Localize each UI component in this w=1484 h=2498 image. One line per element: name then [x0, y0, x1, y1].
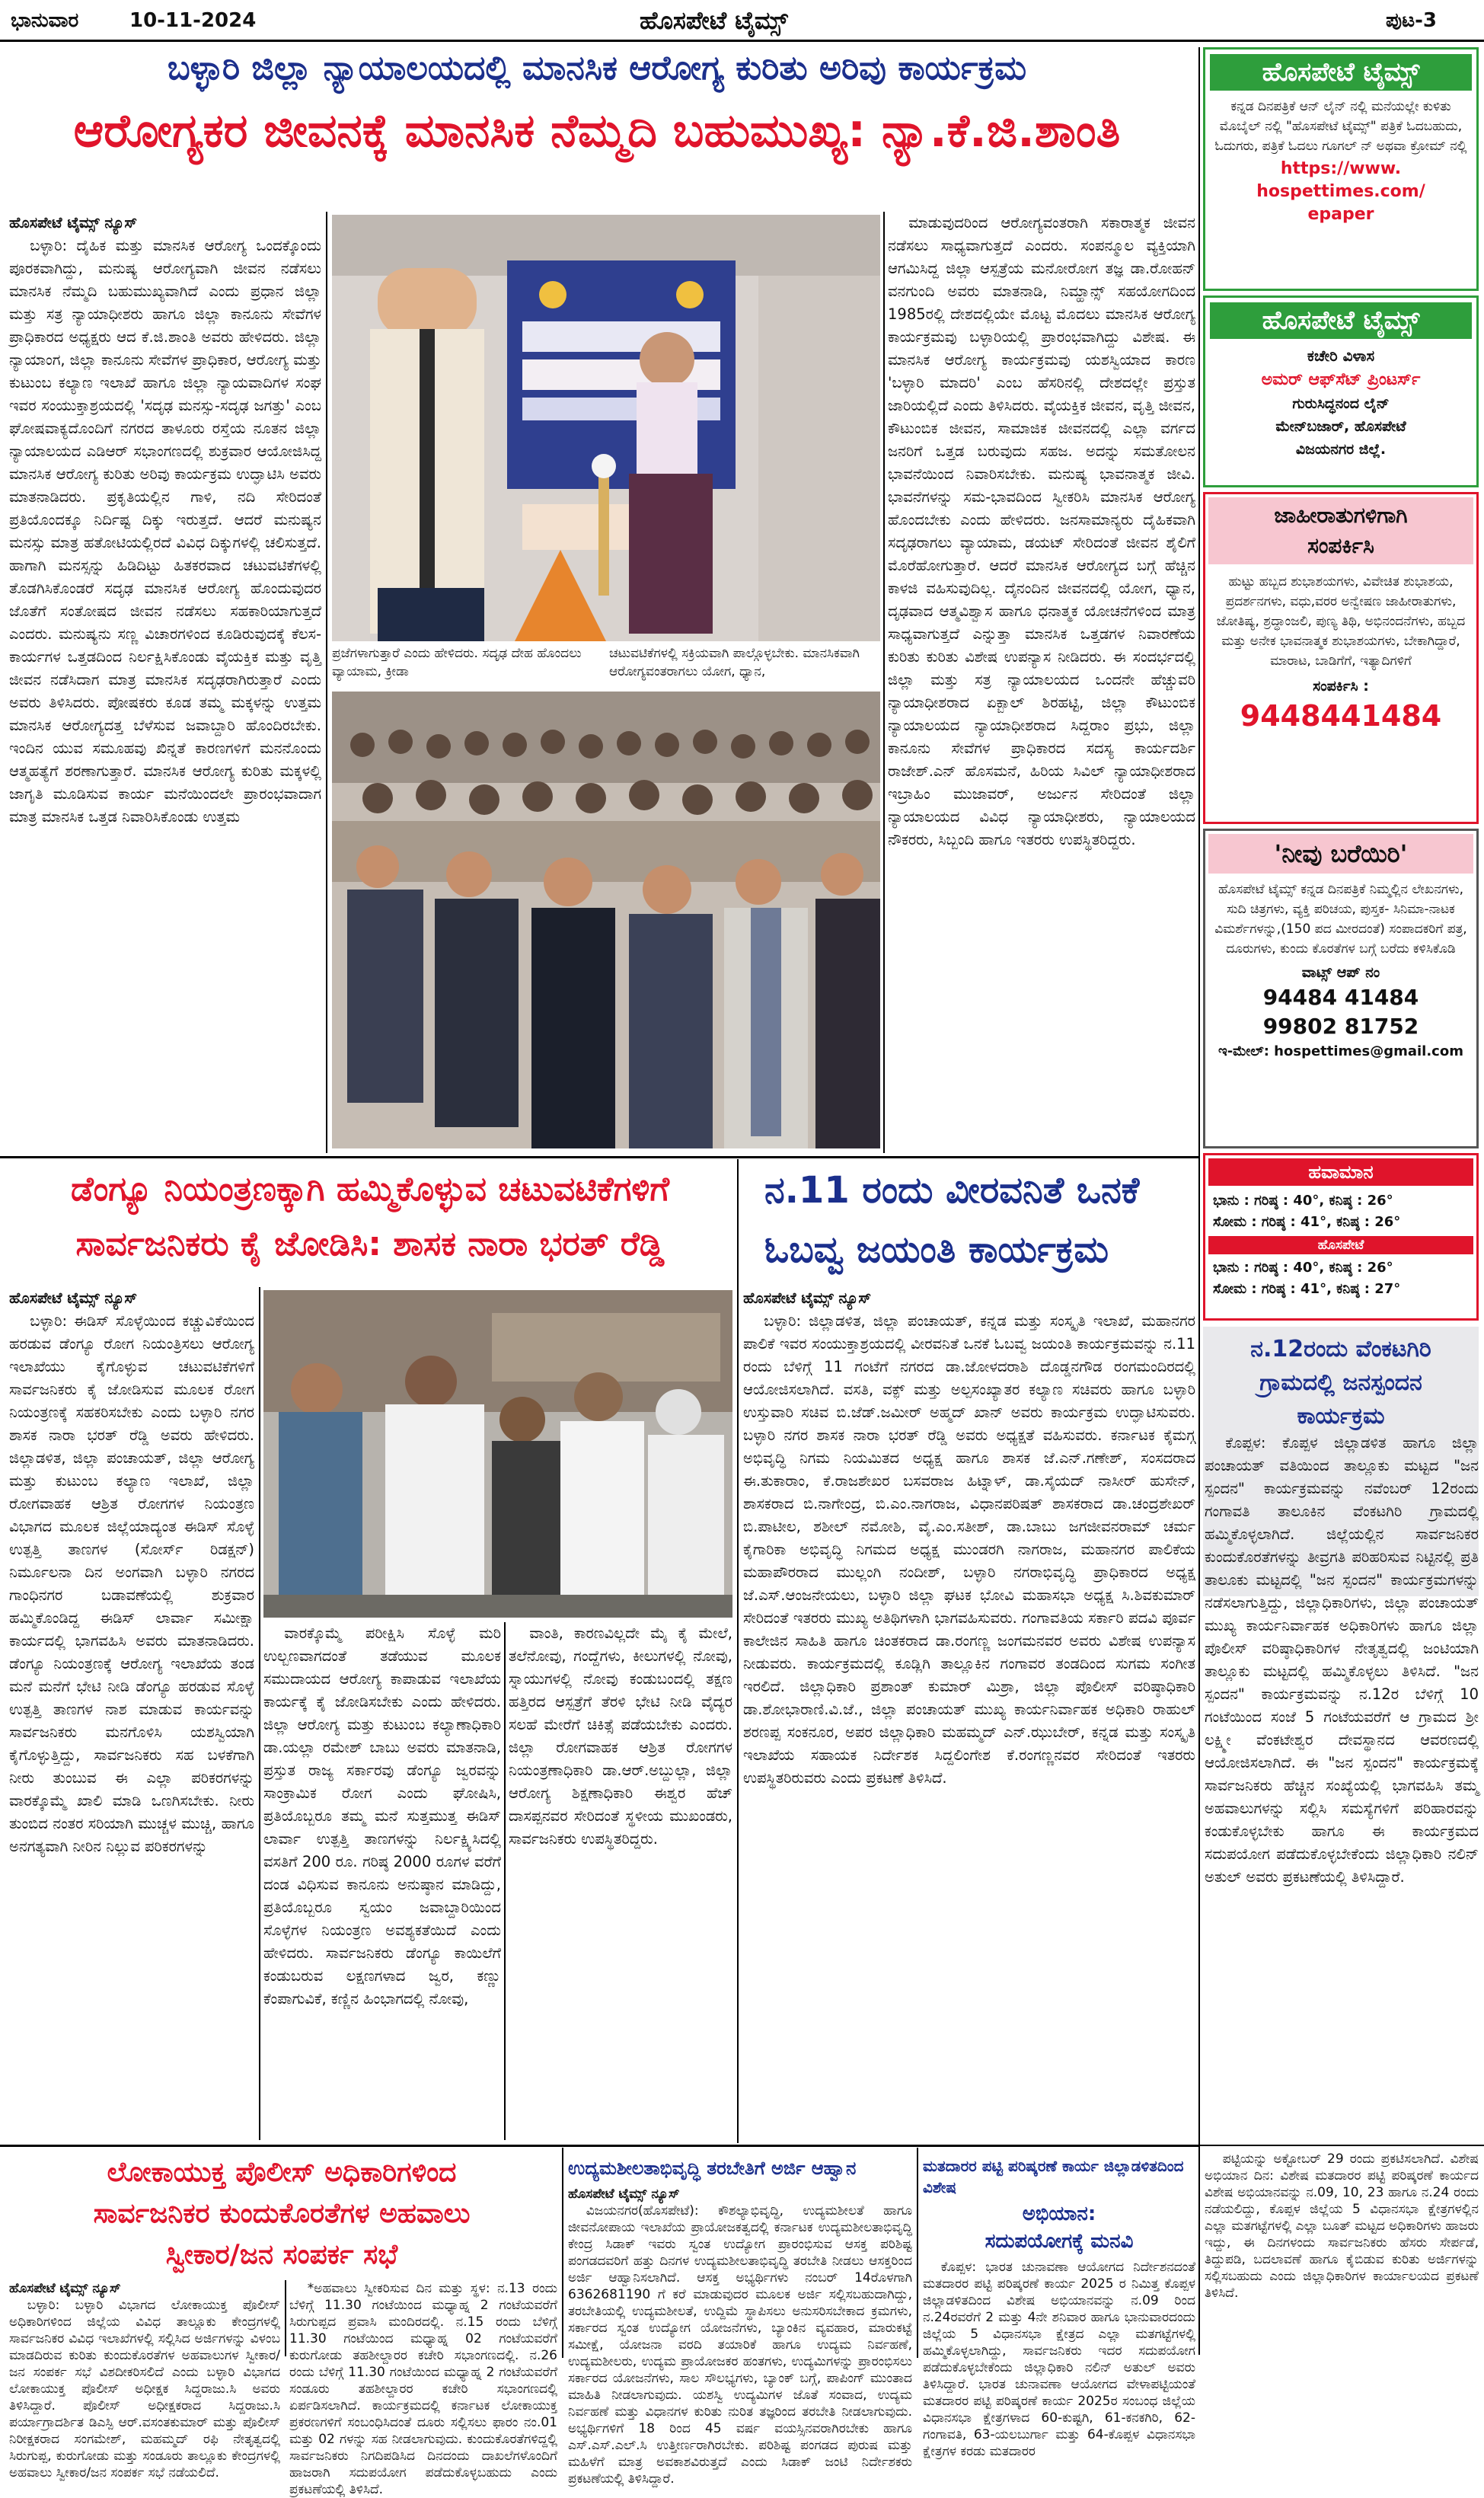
onake-headline-line-2: ಓಬವ್ವ ಜಯಂತಿ ಕಾರ್ಯಕ್ರಮ	[764, 1228, 1109, 1271]
lokayukta-column-1	[9, 2280, 280, 2480]
sidebar-advertise-contact-label: ಸಂಪರ್ಕಿಸಿ :	[1313, 678, 1369, 695]
sidebar-url-line-2[interactable]: hospettimes.com/	[1256, 182, 1425, 201]
sidebar-whatsapp-label: ವಾಟ್ಸ್ ಆಪ್ ನಂ	[1301, 964, 1380, 981]
sidebar-write-to-us-text: ಹೊಸಪೇಟೆ ಟೈಮ್ಸ್ ಕನ್ನಡ ದಿನಪತ್ರಿಕೆ ನಿಮ್ಮಲ್ಲಿನ ಲೇಖನಗಳು, ಸುದಿ ಚಿತ್ರಗಳು, ವ್ಯಕ್ತಿ ಪರಿಚಯ, ಪುಸ್ತಕ- ಸಿನಿಮಾ-ನಾಟಕ ವಿಮರ್ಶೆಗಳನ್ನು,(150 ಪದ ಮೀರದಂತೆ) ಸಂಪಾದಕರಿಗೆ ಪತ್ರ, ದೂರುಗಳು, ಕುಂದು ಕೊರತೆಗಳ ಬಗ್ಗೆ ಬರೆದು ಕಳಿಸಿಕೊಡಿ	[1214, 882, 1467, 957]
lead-caption-2: ಚಟುವಟಿಕೆಗಳಲ್ಲಿ ಸಕ್ರಿಯವಾಗಿ ಪಾಲ್ಗೊಳ್ಳಬೇಕು. ಮಾನಸಿಕವಾಗಿ ಆರೋಗ್ಯವಂತರಾಗಲು ಯೋಗ, ಧ್ಯಾನ,	[609, 646, 860, 679]
lokayukta-body-1: ಬಳ್ಳಾರಿ: ಬಳ್ಳಾರಿ ವಿಭಾಗದ ಲೋಕಾಯುಕ್ತ ಪೊಲೀಸ್ ಅಧಿಕಾರಿಗಳಿಂದ ಜಿಲ್ಲೆಯ ವಿವಿಧ ತಾಲ್ಲೂಕು ಕೇಂದ್ರಗಳಲ್ಲಿ ಸಾರ್ವಜನಿಕರ ವಿವಿಧ ಇಲಾಖೆಗಳಲ್ಲಿ ಸಲ್ಲಿಸಿದ ಅರ್ಜಿಗಳನ್ನು ವಿಳಂಬ ಮಾಡದಿರುವ ಕುರಿತು ಕುಂದುಕೊರತೆಗಳ ಅಹವಾಲುಗಳ ಸ್ವೀಕಾರ/ಜನ ಸಂಪರ್ಕ ಸಭೆ ವಿಶದೀಕರಿಸಲಿದೆ ಎಂದು ಬಳ್ಳಾರಿ ವಿಭಾಗದ ಲೋಕಾಯುಕ್ತ ಪೊಲೀಸ್ ಅಧೀಕ್ಷಕ ಸಿದ್ದರಾಜು.ಸಿ ಅವರು ತಿಳಿಸಿದ್ದಾರೆ. ಪೊಲೀಸ್ ಅಧೀಕ್ಷಕರಾದ ಸಿದ್ದರಾಜು.ಸಿ ಪರ್ಯಾಗ್ರಾದರ್ಶಿತ ಡಿಎಸ್ಪಿ ಆರ್.ವಸಂತಕುಮಾರ್ ಮತ್ತು ಪೊಲೀಸ್ ನಿರೀಕ್ಷಕರಾದ ಸಂಗಮೇಶ್, ಮಹಮ್ಮದ್ ರಫಿ ನೇತೃತ್ವದಲ್ಲಿ ಸಿರುಗುಪ್ಪ, ಕುರುಗೋಡು ಮತ್ತು ಸಂಡೂರು ತಾಲ್ಲೂಕು ಕೇಂದ್ರಗಳಲ್ಲಿ ಅಹವಾಲು ಸ್ವೀಕಾರ/ಜನ ಸಂಪರ್ಕ ಸಭೆ ನಡೆಯಲಿದೆ.	[9, 2298, 280, 2480]
udyama-byline: ಹೊಸಪೇಟೆ ಟೈಮ್ಸ್ ನ್ಯೂಸ್	[568, 2187, 680, 2202]
sidebar-office-title: ಹೊಸಪೇಟೆ ಟೈಮ್ಸ್	[1210, 302, 1472, 339]
voter-column-1	[923, 2259, 1195, 2459]
sidebar-advertise-title-1: ಜಾಹೀರಾತುಗಳಿಗಾಗಿ	[1274, 503, 1408, 528]
udyama-body-column	[568, 2186, 912, 2487]
lokayukta-body-2: *ಅಹವಾಲು ಸ್ವೀಕರಿಸುವ ದಿನ ಮತ್ತು ಸ್ಥಳ: ನ.13 ರಂದು ಬೆಳಿಗ್ಗೆ 11.30 ಗಂಟೆಯಿಂದ ಮಧ್ಯಾಹ್ನ 2 ಗಂಟೆಯವರೆಗೆ ಸಿರುಗುಪ್ಪದ ಪ್ರವಾಸಿ ಮಂದಿರದಲ್ಲಿ. ನ.15 ರಂದು ಬೆಳಿಗ್ಗೆ 11.30 ಗಂಟೆಯಿಂದ ಮಧ್ಯಾಹ್ನ 02 ಗಂಟೆಯವರೆಗೆ ಕುರುಗೋಡು ತಹಶೀಲ್ದಾರರ ಕಚೇರಿ ಸಭಾಂಗಣದಲ್ಲಿ. ನ.26 ರಂದು ಬೆಳಿಗ್ಗೆ 11.30 ಗಂಟೆಯಿಂದ ಮಧ್ಯಾಹ್ನ 2 ಗಂಟೆಯವರೆಗೆ ಸಂಡೂರು ತಹಶೀಲ್ದಾರರ ಕಚೇರಿ ಸಭಾಂಗಣದಲ್ಲಿ ಏರ್ಪಡಿಸಲಾಗಿದೆ. ಕಾರ್ಯಕ್ರಮದಲ್ಲಿ ಕರ್ನಾಟಕ ಲೋಕಾಯುಕ್ತ ಪ್ರಕರಣಗಳಿಗೆ ಸಂಬಂಧಿಸಿದಂತೆ ದೂರು ಸಲ್ಲಿಸಲು ಫಾರಂ ನಂ.01 ಮತ್ತು 02 ಗಳನ್ನು ಸಹ ನೀಡಲಾಗುವುದು. ಕುಂದುಕೊರತೆಗಳಿದ್ದಲ್ಲಿ ಸಾರ್ವಜನಿಕರು ನಿಗದಿಪಡಿಸಿದ ದಿನದಂದು ದಾಖಲೆಗಳೊಂದಿಗೆ ಹಾಜರಾಗಿ ಸದುಪಯೋಗ ಪಡೆದುಕೊಳ್ಳಬಹುದು ಎಂದು ಪ್ರಕಟಣೆಯಲ್ಲಿ ತಿಳಿಸಿದೆ.	[289, 2281, 557, 2497]
lead-photo-audience	[332, 692, 880, 1148]
dengue-photo-image	[263, 1290, 732, 1618]
sidebar-online-edition-text: ಕನ್ನಡ ದಿನಪತ್ರಿಕೆ ಆನ್ ಲೈನ್ ನಲ್ಲಿ ಮನೆಯಲ್ಲೇ ಕುಳಿತು ಮೊಬೈಲ್ ನಲ್ಲಿ "ಹೊಸಪೇಟೆ ಟೈಮ್ಸ್" ಪತ್ರಿಕೆ ಓದಬಹುದು, ಓದುಗರು, ಪತ್ರಿಕೆ ಓದಲು ಗೂಗಲ್ ನ್ ಅಥವಾ ಕ್ರೋಮ್ ನಲ್ಲಿ	[1214, 99, 1467, 154]
lead-byline: ಹೊಸಪೇಟೆ ಟೈಮ್ಸ್ ನ್ಯೂಸ್	[9, 214, 138, 232]
weather-values: ಗರಿಷ್ಠ : 41°, ಕನಿಷ್ಠ : 27°	[1261, 1281, 1401, 1297]
dengue-column-1	[9, 1287, 254, 2140]
jana-spandana-headline-2: ಗ್ರಾಮದಲ್ಲಿ ಜನಸ್ಪಂದನ	[1259, 1369, 1422, 1396]
lokayukta-column-2	[289, 2280, 557, 2497]
lead-column-1	[9, 212, 321, 1153]
dengue-byline: ಹೊಸಪೇಟೆ ಟೈಮ್ಸ್ ನ್ಯೂಸ್	[9, 1289, 138, 1307]
voter-kicker: ಮತದಾರರ ಪಟ್ಟಿ ಪರಿಷ್ಕರಣೆ ಕಾರ್ಯ ಜಿಲ್ಲಾಡಳಿತದಿಂದ ವಿಶೇಷ	[923, 2157, 1184, 2196]
jana-spandana-body: ಕೊಪ್ಪಳ: ಕೊಪ್ಪಳ ಜಿಲ್ಲಾಡಳಿತ ಹಾಗೂ ಜಿಲ್ಲಾ ಪಂಚಾಯತ್ ವತಿಯಿಂದ ತಾಲ್ಲೂಕು ಮಟ್ಟದ "ಜನ ಸ್ಪಂದನ" ಕಾರ್ಯಕ್ರಮವನ್ನು ನವೆಂಬರ್ 12ರಂದು ಗಂಗಾವತಿ ತಾಲೂಕಿನ ವೆಂಕಟಗಿರಿ ಗ್ರಾಮದಲ್ಲಿ ಹಮ್ಮಿಕೊಳ್ಳಲಾಗಿದೆ. ಜಿಲ್ಲೆಯಲ್ಲಿನ ಸಾರ್ವಜನಿಕರ ಕುಂದುಕೊರತೆಗಳನ್ನು ತೀವ್ರಗತಿ ಪರಿಹರಿಸುವ ನಿಟ್ಟಿನಲ್ಲಿ ಪ್ರತಿ ತಾಲೂಕು ಮಟ್ಟದಲ್ಲಿ "ಜನ ಸ್ಪಂದನ" ಕಾರ್ಯಕ್ರಮಗಳನ್ನು ನಡೆಸಲಾಗುತ್ತಿದ್ದು, ಜಿಲ್ಲಾಧಿಕಾರಿಗಳು, ಜಿಲ್ಲಾ ಪಂಚಾಯತ್ ಮುಖ್ಯ ಕಾರ್ಯನಿರ್ವಾಹಕ ಅಧಿಕಾರಿಗಳು ಹಾಗೂ ಜಿಲ್ಲಾ ಪೊಲೀಸ್ ವರಿಷ್ಠಾಧಿಕಾರಿಗಳ ನೇತೃತ್ವದಲ್ಲಿ ಜಂಟಿಯಾಗಿ ತಾಲ್ಲೂಕು ಮಟ್ಟದಲ್ಲಿ ಹಮ್ಮಿಕೊಳ್ಳಲು ತಿಳಿಸಿದೆ. "ಜನ ಸ್ಪಂದನ" ಕಾರ್ಯಕ್ರಮವನ್ನು ನ.12ರ ಬೆಳಿಗ್ಗೆ 10 ಗಂಟೆಯಿಂದ ಸಂಜೆ 5 ಗಂಟೆಯವರೆಗೆ ಆ ಗ್ರಾಮದ ಶ್ರೀ ಲಕ್ಷ್ಮೀ ವೆಂಕಟೇಶ್ವರ ದೇವಸ್ಥಾನದ ಆವರಣದಲ್ಲಿ ಆಯೋಜಿಸಲಾಗಿದೆ. ಈ "ಜನ ಸ್ಪಂದನ" ಕಾರ್ಯಕ್ರಮಕ್ಕೆ ಸಾರ್ವಜನಿಕರು ಹೆಚ್ಚಿನ ಸಂಖ್ಯೆಯಲ್ಲಿ ಭಾಗವಹಿಸಿ ತಮ್ಮ ಅಹವಾಲುಗಳನ್ನು ಸಲ್ಲಿಸಿ ಸಮಸ್ಯೆಗಳಿಗೆ ಪರಿಹಾರವನ್ನು ಕಂಡುಕೊಳ್ಳಬೇಕು ಹಾಗೂ ಈ ಕಾರ್ಯಕ್ರಮದ ಸದುಪಯೋಗ ಪಡೆದುಕೊಳ್ಳಬೇಕೆಂದು ಜಿಲ್ಲಾಧಿಕಾರಿ ನಲಿನ್ ಅತುಲ್ ಅವರು ಪ್ರಕಟಣೆಯಲ್ಲಿ ತಿಳಿಸಿದ್ದಾರೆ.	[1205, 1434, 1479, 1886]
lokayukta-headline-line-2: ಸಾರ್ವಜನಿಕರ ಕುಂದುಕೊರತೆಗಳ ಅಹವಾಲು	[93, 2198, 471, 2229]
dengue-body-1: ಬಳ್ಳಾರಿ: ಈಡಿಸ್ ಸೊಳ್ಳೆಯಿಂದ ಕಚ್ಚುವಿಕೆಯಿಂದ ಹರಡುವ ಡೆಂಗ್ಯೂ ರೋಗ ನಿಯಂತ್ರಿಸಲು ಆರೋಗ್ಯ ಇಲಾಖೆಯು ಕೈಗೊಳ್ಳುವ ಚಟುವಟಿಕೆಗಳಿಗೆ ಸಾರ್ವಜನಿಕರು ಕೈ ಜೋಡಿಸುವ ಮೂಲಕ ರೋಗ ನಿಯಂತ್ರಣಕ್ಕೆ ಸಹಕರಿಸಬೇಕು ಎಂದು ಬಳ್ಳಾರಿ ನಗರ ಶಾಸಕ ನಾರಾ ಭರತ್ ರೆಡ್ಡಿ ಅವರು ಹೇಳಿದರು. ಜಿಲ್ಲಾಡಳಿತ, ಜಿಲ್ಲಾ ಪಂಚಾಯತ್, ಜಿಲ್ಲಾ ಆರೋಗ್ಯ ಮತ್ತು ಕುಟುಂಬ ಕಲ್ಯಾಣ ಇಲಾಖೆ, ಜಿಲ್ಲಾ ರೋಗವಾಹಕ ಆಶ್ರಿತ ರೋಗಗಳ ನಿಯಂತ್ರಣ ವಿಭಾಗದ ಮೂಲಕ ಜಿಲ್ಲೆಯಾದ್ಯಂತ ಈಡಿಸ್ ಸೊಳ್ಳೆ ಉತ್ಪತ್ತಿ ತಾಣಗಳ (ಸೋರ್ಸ್ ರಿಡಕ್ಷನ್) ನಿರ್ಮೂಲನಾ ದಿನ ಅಂಗವಾಗಿ ಬಳ್ಳಾರಿ ನಗರದ ಗಾಂಧಿನಗರ ಬಡಾವಣೆಯಲ್ಲಿ ಶುಕ್ರವಾರ ಹಮ್ಮಿಕೊಂಡಿದ್ದ ಈಡಿಸ್ ಲಾರ್ವಾ ಸಮೀಕ್ಷಾ ಕಾರ್ಯದಲ್ಲಿ ಭಾಗವಹಿಸಿ ಅವರು ಮಾತನಾಡಿದರು. ಡೆಂಗ್ಯೂ ನಿಯಂತ್ರಣಕ್ಕೆ ಆರೋಗ್ಯ ಇಲಾಖೆಯ ತಂಡ ಮನೆ ಮನೆಗೆ ಭೇಟಿ ನೀಡಿ ಡೆಂಗ್ಯೂ ಹರಡುವ ಸೊಳ್ಳೆ ಉತ್ಪತ್ತಿ ತಾಣಗಳ ನಾಶ ಮಾಡುವ ಕಾರ್ಯವನ್ನು ಸಾರ್ವಜನಿಕರು ಮನಗೊಳಿಸಿ ಯಶಸ್ವಿಯಾಗಿ ಕೈಗೊಳ್ಳುತ್ತಿದ್ದು, ಸಾರ್ವಜನಿಕರು ಸಹ ಬಳಕೆಗಾಗಿ ನೀರು ತುಂಬುವ ಈ ಎಲ್ಲಾ ಪರಿಕರಗಳನ್ನು ವಾರಕ್ಕೊಮ್ಮೆ ಖಾಲಿ ಮಾಡಿ ಒಣಗಿಸಬೇಕು. ನೀರು ತುಂಬಿದ ನಂತರ ಸರಿಯಾಗಿ ಮುಚ್ಚಳ ಮುಚ್ಚಿ, ಹಾಗೂ ಅನಗತ್ಯವಾಗಿ ನೀರಿನ ನಿಲ್ಲುವ ಪರಿಕರಗಳನ್ನು	[9, 1312, 254, 1855]
sidebar-office-line-3: ಗುರುಸಿದ್ಧನಂದ ಲೈನ್	[1292, 395, 1390, 412]
lokayukta-byline: ಹೊಸಪೇಟೆ ಟೈಮ್ಸ್ ನ್ಯೂಸ್	[9, 2281, 121, 2296]
weather-values: ಗರಿಷ್ಠ : 41°, ಕನಿಷ್ಠ : 26°	[1261, 1214, 1401, 1230]
masthead-paper-name: ಹೊಸಪೇಟೆ ಟೈಮ್ಸ್	[640, 6, 788, 35]
voter-column-2	[1205, 2151, 1479, 2356]
weather-rows-2	[1205, 1256, 1476, 1302]
onake-body: ಬಳ್ಳಾರಿ: ಜಿಲ್ಲಾಡಳಿತ, ಜಿಲ್ಲಾ ಪಂಚಾಯತ್, ಕನ್ನಡ ಮತ್ತು ಸಂಸ್ಕೃತಿ ಇಲಾಖೆ, ಮಹಾನಗರ ಪಾಲಿಕೆ ಇವರ ಸಂಯುಕ್ತಾಶ್ರಯದಲ್ಲಿ ವೀರವನಿತೆ ಒನಕೆ ಓಬವ್ವ ಜಯಂತಿ ಕಾರ್ಯಕ್ರಮವನ್ನು ನ.11 ರಂದು ಬೆಳಿಗ್ಗೆ 11 ಗಂಟೆಗೆ ನಗರದ ಡಾ.ಜೋಳದರಾಶಿ ದೊಡ್ಡನಗೌಡ ರಂಗಮಂದಿರದಲ್ಲಿ ಆಯೋಜಿಸಲಾಗಿದೆ. ವಸತಿ, ವಕ್ಫ್ ಮತ್ತು ಅಲ್ಪಸಂಖ್ಯಾತರ ಕಲ್ಯಾಣ ಸಚಿವರು ಹಾಗೂ ಬಳ್ಳಾರಿ ಉಸ್ತುವಾರಿ ಸಚಿವ ಬಿ.ಜೆಡ್.ಜಮೀರ್ ಅಹ್ಮದ್ ಖಾನ್ ಅವರು ಕಾರ್ಯಕ್ರಮ ಉದ್ಘಾಟಿಸುವರು. ಬಳ್ಳಾರಿ ನಗರ ಶಾಸಕ ನಾರಾ ಭರತ್ ರೆಡ್ಡಿ ಅವರು ಅಧ್ಯಕ್ಷತೆ ವಹಿಸುವರು. ಕರ್ನಾಟಕ ಕೈಮಗ್ಗ ಅಭಿವೃದ್ಧಿ ನಿಗಮ ನಿಯಮಿತದ ಅಧ್ಯಕ್ಷ ಹಾಗೂ ಶಾಸಕ ಜೆ.ಎನ್.ಗಣೇಶ್, ಸಂಸದರಾದ ಈ.ತುಕಾರಾಂ, ಕೆ.ರಾಜಶೇಖರ ಬಸವರಾಜ ಹಿಟ್ನಾಳ್, ಡಾ.ಸೈಯದ್ ನಾಸೀರ್ ಹುಸೇನ್, ಶಾಸಕರಾದ ಬಿ.ನಾಗೇಂದ್ರ, ಬಿ.ಎಂ.ನಾಗರಾಜ, ವಿಧಾನಪರಿಷತ್ ಶಾಸಕರಾದ ಡಾ.ಚಂದ್ರಶೇಖರ್ ಬಿ.ಪಾಟೀಲ, ಶಶೀಲ್ ನಮೋಶಿ, ವೈ.ಎಂ.ಸತೀಶ್, ಡಾ.ಬಾಬು ಜಗಜೀವನರಾಮ್ ಚರ್ಮ ಕೈಗಾರಿಕಾ ಅಭಿವೃದ್ಧಿ ನಿಗಮದ ಅಧ್ಯಕ್ಷ ಮುಂಡರಗಿ ನಾಗರಾಜ, ಮಹಾನಗರ ಪಾಲಿಕೆಯ ಮಹಾಪೌರರಾದ ಮುಲ್ಲಂಗಿ ನಂದೀಶ್, ಬಳ್ಳಾರಿ ನಗರಾಭಿವೃದ್ಧಿ ಪ್ರಾಧಿಕಾರದ ಅಧ್ಯಕ್ಷ ಜೆ.ಎಸ್.ಆಂಜನೇಯಲು, ಬಳ್ಳಾರಿ ಜಿಲ್ಲಾ ಘಟಕ ಭೋವಿ ಮಹಾಸಭಾ ಅಧ್ಯಕ್ಷ ಸಿ.ಶಿವಕುಮಾರ್ ಸೇರಿದಂತೆ ಇತರರು ಮುಖ್ಯ ಅತಿಥಿಗಳಾಗಿ ಭಾಗವಹಿಸುವರು. ಗಂಗಾವತಿಯ ಸರ್ಕಾರಿ ಪದವಿ ಪೂರ್ವ ಕಾಲೇಜಿನ ಸಾಹಿತಿ ಹಾಗೂ ಚಿಂತಕರಾದ ಡಾ.ರಂಗಣ್ಣ ಜಂಗಮನವರ ಅವರು ವಿಶೇಷ ಉಪನ್ಯಾಸ ನೀಡುವರು. ಕಾರ್ಯಕ್ರಮದಲ್ಲಿ ಕೂಡ್ಲಿಗಿ ತಾಲ್ಲೂಕಿನ ಗಂಗಾವರ ತಂಡದಿಂದ ಸುಗಮ ಸಂಗೀತ ಇರಲಿದೆ. ಜಿಲ್ಲಾಧಿಕಾರಿ ಪ್ರಶಾಂತ್ ಕುಮಾರ್ ಮಿಶ್ರಾ, ಜಿಲ್ಲಾ ಪೊಲೀಸ್ ವರಿಷ್ಠಾಧಿಕಾರಿ ಡಾ.ಶೋಭಾರಾಣಿ.ವಿ.ಜೆ., ಜಿಲ್ಲಾ ಪಂಚಾಯತ್ ಮುಖ್ಯ ಕಾರ್ಯನಿರ್ವಾಹಕ ಅಧಿಕಾರಿ ರಾಹುಲ್ ಶರಣಪ್ಪ ಸಂಕನೂರ, ಅಪರ ಜಿಲ್ಲಾಧಿಕಾರಿ ಮಹಮ್ಮದ್ ಎನ್.ಝುಬೇರ್, ಕನ್ನಡ ಮತ್ತು ಸಂಸ್ಕೃತಿ ಇಲಾಖೆಯ ಸಹಾಯಕ ನಿರ್ದೇಶಕ ಸಿದ್ದಲಿಂಗೇಶ ಕೆ.ರಂಗಣ್ಣನವರ ಸೇರಿದಂತೆ ಇತರರು ಉಪಸ್ಥಿತರಿರುವರು ಎಂದು ಪ್ರಕಟಣೆ ತಿಳಿಸಿದೆ.	[743, 1312, 1195, 1787]
dengue-body-3: ವಾಂತಿ, ಕಾರಣವಿಲ್ಲದೇ ಮೈ ಕೈ ಮೇಲೆ, ತಲೆನೋವು, ಗಂದ್ದೆಗಳು, ಕೀಲುಗಳಲ್ಲಿ ನೋವು, ಸ್ನಾಯುಗಳಲ್ಲಿ ನೋವು ಕಂಡುಬಂದಲ್ಲಿ ತಕ್ಷಣ ಹತ್ತಿರದ ಆಸ್ಪತ್ರೆಗೆ ತೆರಳಿ ಭೇಟಿ ನೀಡಿ ವೈದ್ಯರ ಸಲಹೆ ಮೇರೆಗೆ ಚಿಕಿತ್ಸೆ ಪಡೆಯಬೇಕು ಎಂದರು. ಜಿಲ್ಲಾ ರೋಗವಾಹಕ ಆಶ್ರಿತ ರೋಗಗಳ ನಿಯಂತ್ರಣಾಧಿಕಾರಿ ಡಾ.ಆರ್.ಅಬ್ದುಲ್ಲಾ, ಜಿಲ್ಲಾ ಆರೋಗ್ಯ ಶಿಕ್ಷಣಾಧಿಕಾರಿ ಈಶ್ವರ ಹೆಚ್ ದಾಸಪ್ಪನವರ ಸೇರಿದಂತೆ ಸ್ಥಳೀಯ ಮುಖಂಡರು, ಸಾರ್ವಜನಿಕರು ಉಪಸ್ಥಿತರಿದ್ದರು.	[509, 1624, 732, 1848]
onake-body-column	[743, 1287, 1195, 2140]
lead-headline: ಆರೋಗ್ಯಕರ ಜೀವನಕ್ಕೆ ಮಾನಸಿಕ ನೆಮ್ಮದಿ ಬಹುಮುಖ್ಯ: ನ್ಯಾ.ಕೆ.ಜಿ.ಶಾಂತಿ	[73, 104, 1121, 158]
weather-values: ಗರಿಷ್ಠ : 40°, ಕನಿಷ್ಠ : 26°	[1254, 1260, 1393, 1276]
lead-photo-audience-image	[332, 692, 880, 1148]
weather-values: ಗರಿಷ್ಠ : 40°, ಕನಿಷ್ಠ : 26°	[1254, 1193, 1393, 1209]
sidebar-write-to-us-box	[1203, 829, 1479, 1148]
sidebar-url-line-3[interactable]: epaper	[1307, 205, 1374, 224]
lead-photo-inauguration	[332, 215, 880, 641]
masthead-day: ಭಾನುವಾರ	[11, 9, 79, 32]
lokayukta-headline-line-1: ಲೋಕಾಯುಕ್ತ ಪೊಲೀಸ್ ಅಧಿಕಾರಿಗಳಿಂದ	[107, 2157, 457, 2188]
lead-body-3: ಮಾಡುವುದರಿಂದ ಆರೋಗ್ಯವಂತರಾಗಿ ಸಕಾರಾತ್ಮಕ ಜೀವನ ನಡೆಸಲು ಸಾಧ್ಯವಾಗುತ್ತದೆ ಎಂದರು. ಸಂಪನ್ಮೂಲ ವ್ಯಕ್ತಿಯಾಗಿ ಆಗಮಿಸಿದ್ದ ಜಿಲ್ಲಾ ಆಸ್ಪತ್ರೆಯ ಮನೋರೋಗ ತಜ್ಞ ಡಾ.ರೋಹನ್ ವನಗುಂದಿ ಅವರು ಮಾತನಾಡಿ, ನಿಮ್ಹಾನ್ಸ್ ಸಹಯೋಗದಿಂದ 1985ರಲ್ಲಿ ದೇಶದಲ್ಲಿಯೇ ಮೊಟ್ಟ ಮೊದಲು ಮಾನಸಿಕ ಆರೋಗ್ಯ ಕಾರ್ಯಕ್ರಮವು ಬಳ್ಳಾರಿಯಲ್ಲಿ ಪ್ರಾರಂಭವಾಗಿದ್ದು ವಿಶೇಷ. ಈ ಮಾನಸಿಕ ಆರೋಗ್ಯ ಕಾರ್ಯಕ್ರಮವು ಯಶಸ್ವಿಯಾದ ಕಾರಣ 'ಬಳ್ಳಾರಿ ಮಾದರಿ' ಎಂಬ ಹೆಸರಿನಲ್ಲಿ ದೇಶದಲ್ಲೇ ಪ್ರಸ್ತುತ ಜಾರಿಯಲ್ಲಿದೆ ಎಂದು ತಿಳಿಸಿದರು. ವೈಯಕ್ತಿಕ ಜೀವನ, ವೃತ್ತಿ ಜೀವನ, ಕೌಟುಂಬಿಕ ಜೀವನ, ಸಾಮಾಜಿಕ ಜೀವನದಲ್ಲಿ ಎಲ್ಲಾ ವರ್ಗದ ಜನರಿಗೆ ಒತ್ತಡ ಬರುವುದು ಸಹಜ. ಅದನ್ನು ಸಮತೋಲನ ಭಾವನೆಯಿಂದ ನಿವಾರಿಸಬೇಕು. ಮನುಷ್ಯ ಭಾವನಾತ್ಮಕ ಜೀವಿ. ಭಾವನೆಗಳನ್ನು ಸಮ-ಭಾವದಿಂದ ಸ್ವೀಕರಿಸಿ ಮಾನಸಿಕ ಆರೋಗ್ಯ ಹೊಂದಬೇಕು ಎಂದು ಹೇಳಿದರು. ಜನಸಾಮಾನ್ಯರು ದೈಹಿಕವಾಗಿ ಸದೃಢರಾಗಲು ವ್ಯಾಯಾಮ, ಡಯಟ್ ಸೇರಿದಂತೆ ಜೀವನ ಶೈಲಿಗೆ ಮೊರೆಹೋಗುತ್ತಾರೆ. ಆದರೆ ಮಾನಸಿಕ ಆರೋಗ್ಯದ ಬಗ್ಗೆ ಹೆಚ್ಚಿನ ಕಾಳಜಿ ವಹಿಸುವುದಿಲ್ಲ. ದೈನಂದಿನ ಜೀವನದಲ್ಲಿ ಯೋಗ, ಧ್ಯಾನ, ದೃಢವಾದ ಆತ್ಮವಿಶ್ವಾಸ ಹಾಗೂ ಧನಾತ್ಮಕ ಯೋಚನೆಗಳಿಂದ ಮಾತ್ರ ಸಾಧ್ಯವಾಗುತ್ತದೆ ಎನ್ನುತ್ತಾ ಮಾನಸಿಕ ಒತ್ತಡಗಳ ನಿವಾರಣೆಯ ಕುರಿತು ಕುರಿತು ವಿಶೇಷ ಉಪನ್ಯಾಸ ನೀಡಿದರು. ಈ ಸಂದರ್ಭದಲ್ಲಿ ಜಿಲ್ಲಾ ಮತ್ತು ಸತ್ರ ನ್ಯಾಯಾಲಯದ ಒಂದನೇ ಹೆಚ್ಚುವರಿ ನ್ಯಾಯಾಧೀಶರಾದ ಏಕ್ಬಾಲ್ ಶಿರಹಟ್ಟಿ, ಜಿಲ್ಲಾ ಕೌಟುಂಬಿಕ ನ್ಯಾಯಾಲಯದ ನ್ಯಾಯಾಧೀಶರಾದ ಸಿದ್ದರಾಂ ಪ್ರಭು, ಜಿಲ್ಲಾ ಕಾನೂನು ಸೇವೆಗಳ ಪ್ರಾಧಿಕಾರದ ಸದಸ್ಯ ಕಾರ್ಯದರ್ಶಿ ರಾಜೇಶ್.ಎನ್ ಹೊಸಮನೆ, ಹಿರಿಯ ಸಿವಿಲ್ ನ್ಯಾಯಾಧೀಶರಾದ ಇಬ್ರಾಹಿಂ ಮುಜಾವರ್, ಅರ್ಜುನ ಸೇರಿದಂತೆ ಜಿಲ್ಲಾ ನ್ಯಾಯಾಲಯದ ವಿವಿಧ ನ್ಯಾಯಾಧೀಶರು, ನ್ಯಾಯಾಲಯದ ನೌಕರರು, ಸಿಬ್ಬಂದಿ ಹಾಗೂ ಇತರರು ಉಪಸ್ಥಿತರಿದ್ದರು.	[888, 214, 1195, 848]
voter-headline-line-1: ಅಭಿಯಾನ:	[1022, 2203, 1096, 2225]
lead-caption-1: ಪ್ರಜೆಗಳಾಗುತ್ತಾರೆ ಎಂದು ಹೇಳಿದರು. ಸದೃಢ ದೇಹ ಹೊಂದಲು ವ್ಯಾಯಾಮ, ಕ್ರೀಡಾ	[332, 646, 582, 679]
lokayukta-headline-line-3: ಸ್ವೀಕಾರ/ಜನ ಸಂಪರ್ಕ ಸಭೆ	[165, 2239, 398, 2270]
udyama-body: ವಿಜಯನಗರ(ಹೊಸಪೇಟೆ): ಕೌಶಲ್ಯಾಭಿವೃದ್ಧಿ, ಉದ್ಯಮಶೀಲತೆ ಹಾಗೂ ಜೀವನೋಪಾಯ ಇಲಾಖೆಯ ಪ್ರಾಯೋಜಕತ್ವದಲ್ಲಿ ಕರ್ನಾಟಕ ಉದ್ಯಮಶೀಲತಾಭಿವೃದ್ಧಿ ಕೇಂದ್ರ ಸಿಡಾಕ್ ಇವರು ಸ್ವಂತ ಉದ್ಯೋಗ ಪ್ರಾರಂಭಿಸುವ ಆಸಕ್ತ ಪರಿಶಿಷ್ಟ ಪಂಗಡದವರಿಗೆ ಹತ್ತು ದಿನಗಳ ಉದ್ಯಮಶೀಲತಾಭಿವೃದ್ಧಿ ತರಬೇತಿ ನೀಡಲು ಆಸಕ್ತರಿಂದ ಅರ್ಜಿ ಆಹ್ವಾನಿಸಲಾಗಿದೆ. ಆಸಕ್ತ ಅಭ್ಯರ್ಥಿಗಳು ನಂಬರ್ 14ರೊಳಗಾಗಿ 6362681190 ಗೆ ಕರೆ ಮಾಡುವುದರ ಮೂಲಕ ಅರ್ಜಿ ಸಲ್ಲಿಸಬಹುದಾಗಿದ್ದು, ತರಬೇತಿಯಲ್ಲಿ ಉದ್ಯಮಶೀಲತೆ, ಉದ್ದಿಮೆ ಸ್ಥಾಪಿಸಲು ಅನುಸರಿಸಬೇಕಾದ ಕ್ರಮಗಳು, ಸರ್ಕಾರದ ಸ್ವಂತ ಉದ್ಯೋಗ ಯೋಜನೆಗಳು, ಬ್ಯಾಂಕಿನ ವ್ಯವಹಾರ, ಮಾರುಕಟ್ಟೆ ಸಮೀಕ್ಷೆ, ಯೋಜನಾ ವರದಿ ತಯಾರಿಕೆ ಹಾಗೂ ಉದ್ಯಮ ನಿರ್ವಹಣೆ, ಉದ್ಯಮಶೀಲರು, ಉದ್ಯಮ ಪ್ರಾಯೋಜಕರ ಹಂತಗಳು, ಉದ್ಯಮಿಗಳನ್ನು ಪ್ರಾರಂಭಿಸಲು ಸರ್ಕಾರದ ಯೋಜನೆಗಳು, ಸಾಲ ಸೌಲಭ್ಯಗಳು, ಬ್ಯಾಂಕ್ ಬಗ್ಗೆ, ಪಾಪಿಂಗ್ ಮುಂತಾದ ಮಾಹಿತಿ ನೀಡಲಾಗುವುದು. ಯಶಸ್ವಿ ಉದ್ಯಮಿಗಳ ಜೊತೆ ಸಂವಾದ, ಉದ್ಯಮ ನಿರ್ವಹಣೆ ಮತ್ತು ವಿಧಾನಗಳ ಕುರಿತು ನುರಿತ ತಜ್ಞರಿಂದ ತರಬೇತಿ ನೀಡಲಾಗುವುದು. ಅಭ್ಯರ್ಥಿಗಳಿಗೆ 18 ರಿಂದ 45 ವರ್ಷ ವಯಸ್ಸಿನವರಾಗಿರಬೇಕು ಹಾಗೂ ಎಸ್.ಎಸ್.ಎಲ್.ಸಿ ಉತ್ತೀರ್ಣರಾಗಿರಬೇಕು. ಪರಿಶಿಷ್ಟ ಪಂಗಡದ ಪುರುಷ ಮತ್ತು ಮಹಿಳೆಗೆ ಮಾತ್ರ ಅವಕಾಶವಿರುತ್ತದೆ ಎಂದು ಸಿಡಾಕ್ ಜಂಟಿ ನಿರ್ದೇಶಕರು ಪ್ರಕಟಣೆಯಲ್ಲಿ ತಿಳಿಸಿದ್ದಾರೆ.	[568, 2203, 912, 2487]
masthead	[0, 0, 1484, 40]
udyama-headline: ಉದ್ಯಮಶೀಲತಾಭಿವೃದ್ಧಿ ತರಬೇತಿಗೆ ಅರ್ಜಿ ಆಹ್ವಾನ	[568, 2158, 857, 2179]
sidebar-weather-box	[1203, 1153, 1479, 1321]
weather-row: ಸೋಮ : ಗರಿಷ್ಠ : 41°, ಕನಿಷ್ಠ : 26°	[1213, 1214, 1401, 1230]
sidebar-whatsapp-phone-2[interactable]: 99802 81752	[1262, 1014, 1419, 1039]
sidebar-whatsapp-phone-1[interactable]: 94484 41484	[1262, 985, 1419, 1010]
sidebar-office-printer: ಅಮರ್ ಆಫ್‌ಸೆಟ್ ಪ್ರಿಂಟರ್ಸ್	[1261, 370, 1421, 389]
lead-kicker: ಬಳ್ಳಾರಿ ಜಿಲ್ಲಾ ನ್ಯಾಯಾಲಯದಲ್ಲಿ ಮಾನಸಿಕ ಆರೋಗ್ಯ ಕುರಿತು ಅರಿವು ಕಾರ್ಯಕ್ರಮ	[167, 49, 1027, 88]
weather-row: ಭಾನು : ಗರಿಷ್ಠ : 40°, ಕನಿಷ್ಠ : 26°	[1213, 1193, 1393, 1209]
dengue-column-2	[263, 1622, 501, 2140]
sidebar-advertise-title-2: ಸಂಪರ್ಕಿಸಿ	[1307, 533, 1374, 558]
weather-day: ಭಾನು	[1213, 1260, 1240, 1276]
dengue-body-2: ವಾರಕ್ಕೊಮ್ಮೆ ಪರೀಕ್ಷಿಸಿ ಸೊಳ್ಳೆ ಮರಿ ಉಲ್ಬಣವಾಗದಂತೆ ತಡೆಯುವ ಮೂಲಕ ಸಮುದಾಯದ ಆರೋಗ್ಯ ಕಾಪಾಡುವ ಇಲಾಖೆಯ ಕಾರ್ಯಕ್ಕೆ ಕೈ ಜೋಡಿಸಬೇಕು ಎಂದು ಹೇಳಿದರು. ಜಿಲ್ಲಾ ಆರೋಗ್ಯ ಮತ್ತು ಕುಟುಂಬ ಕಲ್ಯಾಣಾಧಿಕಾರಿ ಡಾ.ಯಲ್ಲಾ ರಮೇಶ್ ಬಾಬು ಅವರು ಮಾತನಾಡಿ, ಪ್ರಸ್ತುತ ರಾಜ್ಯ ಸರ್ಕಾರವು ಡೆಂಗ್ಯೂ ಜ್ವರವನ್ನು ಸಾಂಕ್ರಾಮಿಕ ರೋಗ ಎಂದು ಘೋಷಿಸಿ, ಪ್ರತಿಯೊಬ್ಬರೂ ತಮ್ಮ ಮನೆ ಸುತ್ತಮುತ್ತ ಈಡಿಸ್ ಲಾರ್ವಾ ಉತ್ಪತ್ತಿ ತಾಣಗಳನ್ನು ನಿರ್ಲಕ್ಷ್ಯಿಸಿದಲ್ಲಿ ವಸತಿಗೆ 200 ರೂ. ಗರಿಷ್ಠ 2000 ರೂಗಳ ವರೆಗೆ ದಂಡ ವಿಧಿಸುವ ಕಾನೂನು ಅನುಷ್ಠಾನ ಮಾಡಿದ್ದು, ಪ್ರತಿಯೊಬ್ಬರೂ ಸ್ವಯಂ ಜವಾಬ್ದಾರಿಯಿಂದ ಸೊಳ್ಳೆಗಳ ನಿಯಂತ್ರಣ ಅವಶ್ಯಕತೆಯಿದೆ ಎಂದು ಹೇಳಿದರು. ಸಾರ್ವಜನಿಕರು ಡೆಂಗ್ಯೂ ಕಾಯಿಲೆಗೆ ಕಂಡುಬರುವ ಲಕ್ಷಣಗಳಾದ ಜ್ವರ, ಕಣ್ಣು ಕೆಂಪಾಗುವಿಕೆ, ಕಣ್ಣಿನ ಹಿಂಭಾಗದಲ್ಲಿ ನೋವು,	[263, 1624, 501, 2008]
sidebar-online-edition-title: ಹೊಸಪೇಟೆ ಟೈಮ್ಸ್	[1210, 54, 1472, 91]
dengue-headline-line-1: ಡೆಂಗ್ಯೂ ನಿಯಂತ್ರಣಕ್ಕಾಗಿ ಹಮ್ಮಿಕೊಳ್ಳುವ ಚಟುವಟಿಕೆಗಳಿಗೆ	[71, 1170, 669, 1209]
weather-title: ಹವಾಮಾನ	[1208, 1158, 1473, 1186]
sidebar-advertise-box	[1203, 492, 1479, 824]
weather-day: ಭಾನು	[1213, 1193, 1240, 1209]
lead-body-1: ಬಳ್ಳಾರಿ: ದೈಹಿಕ ಮತ್ತು ಮಾನಸಿಕ ಆರೋಗ್ಯ ಒಂದಕ್ಕೊಂದು ಪೂರಕವಾಗಿದ್ದು, ಮನುಷ್ಯ ಆರೋಗ್ಯವಾಗಿ ಜೀವನ ನಡೆಸಲು ಮಾನಸಿಕ ನೆಮ್ಮದಿ ಬಹುಮುಖ್ಯವಾಗಿದೆ ಎಂದು ಪ್ರಧಾನ ಜಿಲ್ಲಾ ಮತ್ತು ಸತ್ರ ನ್ಯಾಯಾಧೀಶರು ಹಾಗೂ ಜಿಲ್ಲಾ ಕಾನೂನು ಸೇವೆಗಳ ಪ್ರಾಧಿಕಾರದ ಅಧ್ಯಕ್ಷರು ಆದ ಕೆ.ಜಿ.ಶಾಂತಿ ಅವರು ಹೇಳಿದರು. ಜಿಲ್ಲಾ ನ್ಯಾಯಾಂಗ, ಜಿಲ್ಲಾ ಕಾನೂನು ಸೇವೆಗಳ ಪ್ರಾಧಿಕಾರ, ಆರೋಗ್ಯ ಮತ್ತು ಕುಟುಂಬ ಕಲ್ಯಾಣ ಇಲಾಖೆ ಹಾಗೂ ಜಿಲ್ಲಾ ನ್ಯಾಯವಾದಿಗಳ ಸಂಘ ಇವರ ಸಂಯುಕ್ತಾಶ್ರಯದಲ್ಲಿ 'ಸದೃಢ ಮನಸ್ಸು-ಸದೃಢ ಜಗತ್ತು' ಎಂಬ ಘೋಷವಾಕ್ಯದೊಂದಿಗೆ ನಗರದ ತಾಳೂರು ರಸ್ತೆಯ ನೂತನ ಜಿಲ್ಲಾ ನ್ಯಾಯಾಲಯದ ಎಡಿಆರ್ ಸಭಾಂಗಣದಲ್ಲಿ ಶುಕ್ರವಾರ ಆಯೋಜಿಸಿದ್ದ ಮಾನಸಿಕ ಆರೋಗ್ಯ ಕುರಿತು ಅರಿವು ಕಾರ್ಯಕ್ರಮ ಉದ್ಘಾಟಿಸಿ ಅವರು ಮಾತನಾಡಿದರು. ಪ್ರಕೃತಿಯಲ್ಲಿನ ಗಾಳಿ, ನದಿ ಸೇರಿದಂತೆ ಪ್ರತಿಯೊಂದಕ್ಕೂ ನಿರ್ದಿಷ್ಟ ದಿಕ್ಕು ಇರುತ್ತದೆ. ಆದರೆ ಮನುಷ್ಯನ ಮನಸ್ಸು ಮಾತ್ರ ಹತೋಟಿಯಲ್ಲಿರದೆ ವಿವಿಧ ದಿಕ್ಕುಗಳಲ್ಲಿ ಚಲಿಸುತ್ತದೆ. ಹಾಗಾಗಿ ಮನಸ್ಸನ್ನು ಹಿಡಿದಿಟ್ಟು ಹಿತಕರವಾದ ಚಟುವಟಿಕೆಗಳಲ್ಲಿ ತೊಡಗಿಸಿಕೊಂಡರೆ ಸದೃಢ ಮಾನಸಿಕ ಆರೋಗ್ಯ ಹೊಂದುವುದರ ಜೊತೆಗೆ ಸಂತೋಷದ ಜೀವನ ನಡೆಸಲು ಸಹಕಾರಿಯಾಗುತ್ತದೆ ಎಂದರು. ಮನುಷ್ಯನು ಸಣ್ಣ ವಿಚಾರಗಳಿಂದ ಕೂಡಿರುವುದಕ್ಕೆ ಕೆಲಸ-ಕಾರ್ಯಗಳ ಒತ್ತಡದಿಂದ ನಿರ್ಲಕ್ಷಿಸಿಕೊಂಡು ವೈಯಕ್ತಿಕ ಮತ್ತು ವೃತ್ತಿ ಜೀವನ ನಡೆಸಿದಾಗ ಮಾತ್ರ ಮಾನಸಿಕ ಸದೃಢರಾಗಿರುತ್ತಾರೆ ಎಂದು ಅವರು ತಿಳಿಸಿದರು. ಪೋಷಕರು ಕೂಡ ತಮ್ಮ ಮಕ್ಕಳನ್ನು ಉತ್ತಮ ಮಾನಸಿಕ ಆರೋಗ್ಯದತ್ತ ಬೆಳೆಸುವ ಜವಾಬ್ದಾರಿ ಹೊಂದಿರಬೇಕು. ಇಂದಿನ ಯುವ ಸಮೂಹವು ಖಿನ್ನತೆ ಕಾರಣಗಳಿಗೆ ಮನನೊಂದು ಆತ್ಮಹತ್ಯೆಗೆ ಶರಣಾಗುತ್ತಾರೆ. ಮಾನಸಿಕ ಆರೋಗ್ಯ ಕುರಿತು ಮಕ್ಕಳಲ್ಲಿ ಜಾಗೃತಿ ಮೂಡಿಸುವ ಕಾರ್ಯ ಮನೆಯಿಂದಲೇ ಪ್ರಾರಂಭವಾದಾಗ ಮಾತ್ರ ಮಾನಸಿಕ ಒತ್ತಡ ನಿವಾರಿಸಿಕೊಂಡು ಉತ್ತಮ	[9, 237, 321, 826]
voter-headline-line-2: ಸದುಪಯೋಗಕ್ಕೆ ಮನವಿ	[985, 2230, 1134, 2253]
sidebar-advertise-text: ಹುಟ್ಟು ಹಬ್ಬದ ಶುಭಾಶಯಗಳು, ವಿವೇಚಿತ ಶುಭಾಶಯ, ಪ್ರದರ್ಶನಗಳು, ವಧು,ವರರ ಅನ್ವೇಷಣ ಜಾಹೀರಾತುಗಳು, ಜೋತಿಷ್ಯ, ಶ್ರದ್ಧಾಂಜಲಿ, ಪುಣ್ಯ ತಿಥಿ, ಅಭಿನಂದನೆಗಳು, ಹಬ್ಬದ ಮತ್ತು ಅನೇಕ ಭಾವನಾತ್ಮಕ ಶುಭಾಶಯಗಳು, ಬೇಕಾಗಿದ್ದಾರೆ, ಮಾರಾಟ, ಬಾಡಿಗೆಗೆ, ಇತ್ಯಾದಿಗಳಿಗೆ	[1216, 574, 1466, 669]
lead-column-3	[888, 212, 1195, 1153]
dengue-column-3	[509, 1622, 732, 2140]
voter-body-2: ಪಟ್ಟಿಯನ್ನು ಅಕ್ಟೋಬರ್ 29 ರಂದು ಪ್ರಕಟಿಸಲಾಗಿದೆ. ವಿಶೇಷ ಅಭಿಯಾನ ದಿನ: ವಿಶೇಷ ಮತದಾರರ ಪಟ್ಟಿ ಪರಿಷ್ಕರಣೆ ಕಾರ್ಯದ ವಿಶೇಷ ಅಭಿಯಾನವನ್ನು ನ.09, 10, 23 ಹಾಗೂ ನ.24 ರಂದು ನಡೆಯಲಿದ್ದು, ಕೊಪ್ಪಳ ಜಿಲ್ಲೆಯ 5 ವಿಧಾನಸಭಾ ಕ್ಷೇತ್ರಗಳಲ್ಲಿನ ಎಲ್ಲಾ ಮತಗಟ್ಟೆಗಳಲ್ಲಿ ಎಲ್ಲಾ ಬೂತ್ ಮಟ್ಟದ ಅಧಿಕಾರಿಗಳು ಹಾಜರು ಇದ್ದು, ಈ ದಿನಗಳಂದು ಸಾರ್ವಜನಿಕರು ಹೆಸರು ಸೇರ್ಪಡೆ, ತಿದ್ದುಪಡಿ, ಬದಲಾವಣೆ ಹಾಗೂ ಕೈಬಿಡುವ ಕುರಿತು ಅರ್ಜಿಗಳನ್ನು ಸಲ್ಲಿಸಬಹುದು ಎಂದು ಜಿಲ್ಲಾಧಿಕಾರಿಗಳ ಕಾರ್ಯಾಲಯದ ಪ್ರಕಟಣೆ ತಿಳಿಸಿದೆ.	[1205, 2151, 1479, 2301]
masthead-page-number: ಪುಟ-3	[1386, 9, 1438, 32]
dengue-headline-line-2: ಸಾರ್ವಜನಿಕರು ಕೈ ಜೋಡಿಸಿ: ಶಾಸಕ ನಾರಾ ಭರತ್ ರೆಡ್ಡಿ	[75, 1225, 665, 1263]
sidebar-office-line-5: ವಿಜಯನಗರ ಜಿಲ್ಲೆ.	[1295, 441, 1387, 458]
weather-day: ಸೋಮ	[1213, 1214, 1247, 1230]
dengue-photo	[263, 1290, 732, 1618]
onake-byline: ಹೊಸಪೇಟೆ ಟೈಮ್ಸ್ ನ್ಯೂಸ್	[743, 1289, 872, 1307]
lead-photo-inauguration-image	[332, 215, 880, 641]
sidebar-advertise-header	[1208, 497, 1473, 564]
weather-rows-1	[1205, 1189, 1476, 1235]
sidebar-advertise-phone[interactable]: 9448441484	[1240, 699, 1442, 733]
masthead-date: 10-11-2024	[129, 9, 257, 32]
sidebar-office-label: ಕಚೇರಿ ವಿಳಾಸ	[1307, 347, 1375, 365]
jana-spandana-headline-3: ಕಾರ್ಯಕ್ರಮ	[1297, 1403, 1385, 1429]
sidebar-url-line-1[interactable]: https://www.	[1280, 159, 1402, 178]
weather-subtitle: ಹೊಸಪೇಟೆ	[1208, 1236, 1473, 1254]
sidebar-email[interactable]: ಇ-ಮೇಲ್: hospettimes@gmail.com	[1218, 1043, 1463, 1059]
jana-spandana-headline-1: ನ.12ರಂದು ವೆಂಕಟಗಿರಿ	[1250, 1336, 1431, 1362]
weather-row: ಭಾನು : ಗರಿಷ್ಠ : 40°, ಕನಿಷ್ಠ : 26°	[1213, 1260, 1393, 1276]
sidebar-online-edition-box	[1203, 47, 1479, 291]
sidebar-write-to-us-title: 'ನೀವು ಬರೆಯಿರಿ'	[1208, 834, 1473, 874]
weather-day: ಸೋಮ	[1213, 1281, 1247, 1297]
sidebar-office-line-4: ಮೇನ್‌ಬಜಾರ್, ಹೊಸಪೇಟೆ	[1275, 418, 1406, 435]
sidebar-office-address-box	[1203, 295, 1479, 487]
voter-body-1: ಕೊಪ್ಪಳ: ಭಾರತ ಚುನಾವಣಾ ಆಯೋಗದ ನಿರ್ದೇಶನದಂತೆ ಮತದಾರರ ಪಟ್ಟಿ ಪರಿಷ್ಕರಣೆ ಕಾರ್ಯ 2025 ರ ನಿಮಿತ್ತ ಕೊಪ್ಪಳ ಜಿಲ್ಲಾಡಳಿತದಿಂದ ವಿಶೇಷ ಅಭಿಯಾನವನ್ನು ನ.09 ರಿಂದ ನ.24ರವರೆಗೆ 2 ಮತ್ತು 4ನೇ ಶನಿವಾರ ಹಾಗೂ ಭಾನುವಾರದಂದು ಜಿಲ್ಲೆಯ 5 ವಿಧಾನಸಭಾ ಕ್ಷೇತ್ರದ ಎಲ್ಲಾ ಮತಗಟ್ಟೆಗಳಲ್ಲಿ ಹಮ್ಮಿಕೊಳ್ಳಲಾಗಿದ್ದು, ಸಾರ್ವಜನಿಕರು ಇದರ ಸದುಪಯೋಗ ಪಡೆದುಕೊಳ್ಳಬೇಕೆಂದು ಜಿಲ್ಲಾಧಿಕಾರಿ ನಲಿನ್ ಅತುಲ್ ಅವರು ತಿಳಿಸಿದ್ದಾರೆ. ಭಾರತ ಚುನಾವಣಾ ಆಯೋಗದ ವೇಳಾಪಟ್ಟಿಯಂತೆ ಮತದಾರರ ಪಟ್ಟಿ ಪರಿಷ್ಕರಣೆ ಕಾರ್ಯ 2025ರ ಸಂಬಂಧ ಜಿಲ್ಲೆಯ ವಿಧಾನಸಭಾ ಕ್ಷೇತ್ರಗಳಾದ 60-ಕುಷ್ಟಗಿ, 61-ಕನಕಗಿರಿ, 62-ಗಂಗಾವತಿ, 63-ಯಲಬುರ್ಗಾ ಮತ್ತು 64-ಕೊಪ್ಪಳ ವಿಧಾನಸಭಾ ಕ್ಷೇತ್ರಗಳ ಕರಡು ಮತದಾರರ	[923, 2260, 1195, 2459]
jana-spandana-body-column	[1205, 1432, 1479, 2117]
weather-row: ಸೋಮ : ಗರಿಷ್ಠ : 41°, ಕನಿಷ್ಠ : 27°	[1213, 1281, 1401, 1297]
onake-headline-line-1: ನ.11 ರಂದು ವೀರವನಿತೆ ಒನಕೆ	[764, 1169, 1140, 1212]
